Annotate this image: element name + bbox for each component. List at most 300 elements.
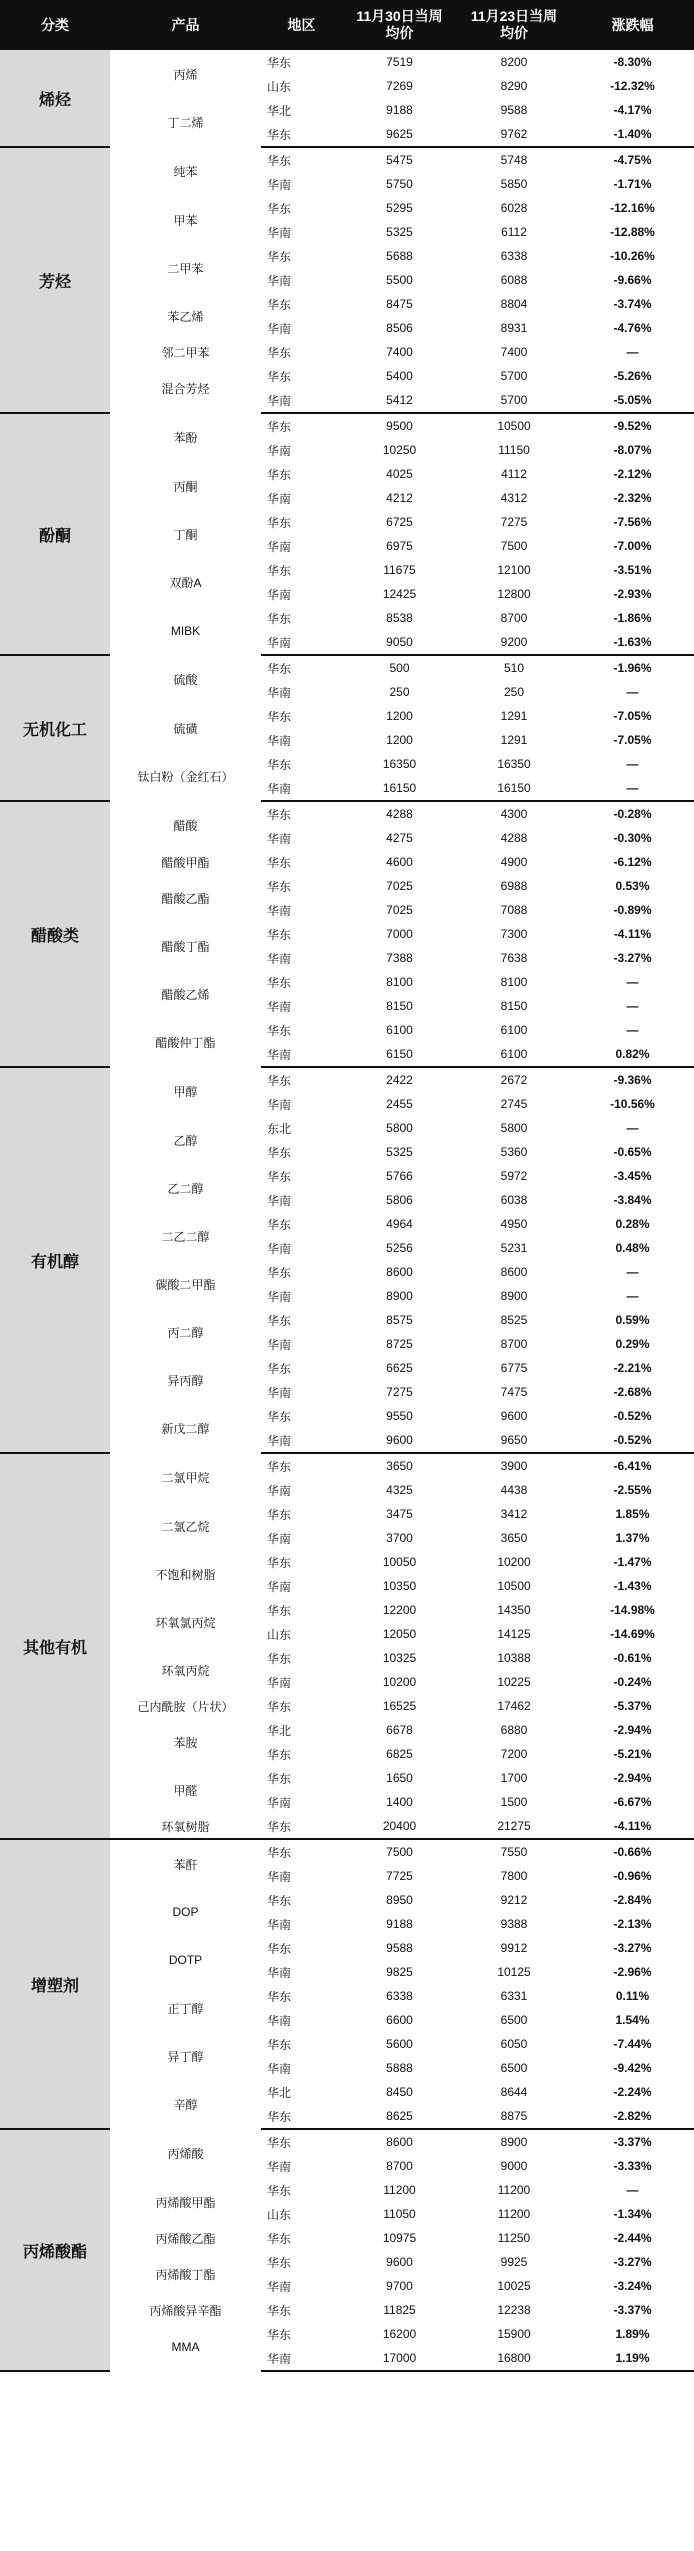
price-prev-cell: 250 xyxy=(503,685,525,699)
price-prev-cell: 12800 xyxy=(497,587,531,601)
price-current-cell: 8450 xyxy=(386,2085,413,2099)
header-price-current: 11月30日当周 均价 xyxy=(342,0,457,50)
region-cell: 华东 xyxy=(267,1893,292,1908)
change-cell: 0.48% xyxy=(615,1241,650,1255)
region-cell: 华东 xyxy=(267,1459,292,1474)
header-price-prev: 11月23日当周 均价 xyxy=(457,0,571,50)
change-cell: -9.52% xyxy=(613,419,652,433)
price-current-cell: 9588 xyxy=(386,1941,413,1955)
table-row xyxy=(0,801,694,826)
price-prev-cell: 9600 xyxy=(500,1409,528,1423)
change-cell: -1.43% xyxy=(613,1579,652,1593)
price-current-cell: 10975 xyxy=(382,2231,417,2245)
price-prev-cell: 12100 xyxy=(497,563,531,577)
price-current-cell: 7400 xyxy=(386,345,413,359)
region-cell: 华南 xyxy=(267,443,292,458)
price-current-cell: 1200 xyxy=(386,733,413,747)
price-current-cell: 7519 xyxy=(386,55,413,69)
price-current-cell: 6825 xyxy=(386,1747,413,1761)
region-cell: 华南 xyxy=(267,587,292,602)
price-current-cell: 1650 xyxy=(386,1771,413,1785)
price-prev-cell: 9200 xyxy=(457,630,571,655)
region-cell: 华南 xyxy=(261,2346,342,2371)
region-cell: 华东 xyxy=(267,611,292,626)
price-current-cell: 10050 xyxy=(382,1555,417,1569)
product-cell: 醋酸仲丁酯 xyxy=(155,1036,216,1050)
region-cell: 华南 xyxy=(267,999,292,1014)
change-cell: -3.27% xyxy=(613,1941,652,1955)
change-cell: 1.19% xyxy=(571,2346,694,2371)
price-prev-cell: 7500 xyxy=(500,539,528,553)
product-cell: 己内酰胺（片状） xyxy=(137,1699,234,1714)
change-cell: -3.27% xyxy=(613,2255,652,2269)
change-cell: -12.88% xyxy=(610,225,655,239)
product-cell: 醋酸乙酯 xyxy=(161,891,210,906)
region-cell: 华南 xyxy=(267,1965,292,1980)
product-cell: 丙酮 xyxy=(173,479,198,494)
region-cell: 华东 xyxy=(267,1409,292,1424)
product-cell: 硫磺 xyxy=(173,721,198,736)
change-cell: — xyxy=(626,1023,639,1037)
product-cell: 纯苯 xyxy=(173,165,198,179)
region-cell: 华东 xyxy=(267,975,292,990)
price-current-cell: 3650 xyxy=(386,1459,413,1473)
price-current-cell: 5688 xyxy=(386,249,413,263)
price-prev-cell: 8644 xyxy=(500,2085,528,2099)
product-cell: 丙烯酸 xyxy=(167,2147,204,2161)
price-prev-cell: 9212 xyxy=(500,1893,528,1907)
price-current-cell: 4288 xyxy=(386,807,413,821)
change-cell: -6.67% xyxy=(613,1795,652,1809)
table-row xyxy=(0,147,694,172)
category-cell: 增塑剂 xyxy=(0,1839,110,2129)
price-current-cell: 9600 xyxy=(386,2255,413,2269)
price-prev-cell: 10500 xyxy=(497,419,531,433)
region-cell: 华东 xyxy=(267,2303,292,2318)
price-prev-cell: 12238 xyxy=(497,2303,531,2317)
product-cell: 丙二醇 xyxy=(167,1325,204,1340)
price-prev-cell: 10025 xyxy=(497,2279,531,2293)
price-current-cell: 5750 xyxy=(386,177,413,191)
change-cell: -3.37% xyxy=(613,2303,652,2317)
region-cell: 山东 xyxy=(267,79,292,94)
product-cell: MMA xyxy=(171,2339,200,2354)
change-cell: — xyxy=(626,1121,639,1135)
price-prev-cell: 6050 xyxy=(500,2037,528,2051)
region-cell: 华南 xyxy=(261,1042,342,1067)
price-current-cell: 5766 xyxy=(386,1169,413,1183)
region-cell: 华南 xyxy=(267,733,292,748)
product-cell: 硫酸 xyxy=(173,673,198,687)
region-cell: 华东 xyxy=(267,927,292,942)
price-current-cell: 10350 xyxy=(382,1579,417,1593)
price-current-cell: 6678 xyxy=(386,1723,413,1737)
price-current-cell: 9550 xyxy=(386,1409,413,1423)
change-cell: — xyxy=(626,1265,639,1279)
price-prev-cell: 7200 xyxy=(500,1747,528,1761)
price-prev-cell: 7550 xyxy=(500,1845,528,1859)
header-category: 分类 xyxy=(0,0,110,50)
price-prev-cell: 7400 xyxy=(500,345,528,359)
price-prev-cell: 3900 xyxy=(500,1459,528,1473)
region-cell: 华东 xyxy=(267,1265,292,1280)
region-cell: 华南 xyxy=(267,1795,292,1810)
change-cell: -5.21% xyxy=(613,1747,652,1761)
table-body xyxy=(0,50,694,2371)
region-cell: 华东 xyxy=(267,1603,292,1618)
category-cell: 无机化工 xyxy=(0,655,110,801)
change-cell: -5.05% xyxy=(571,388,694,413)
change-cell: -2.44% xyxy=(613,2231,652,2245)
price-prev-cell: 5700 xyxy=(500,369,528,383)
price-prev-cell: 6331 xyxy=(500,1989,528,2003)
price-current-cell: 6600 xyxy=(386,2013,413,2027)
price-current-cell: 11825 xyxy=(383,2303,416,2317)
price-current-cell: 6625 xyxy=(386,1361,413,1375)
price-prev-cell: 3650 xyxy=(500,1531,528,1545)
change-cell: -8.30% xyxy=(613,55,652,69)
region-cell: 华东 xyxy=(267,2327,292,2342)
price-current-cell: 3700 xyxy=(386,1531,413,1545)
price-prev-cell: 6088 xyxy=(500,273,528,287)
change-cell: -5.26% xyxy=(613,369,652,383)
product-cell: 丙烯酸乙酯 xyxy=(155,2231,216,2246)
region-cell: 华北 xyxy=(267,2085,292,2100)
price-prev-cell: 10225 xyxy=(497,1675,531,1689)
region-cell: 华南 xyxy=(267,1097,292,1112)
region-cell: 华东 xyxy=(267,249,292,264)
category-cell: 有机醇 xyxy=(0,1067,110,1453)
price-current-cell: 5806 xyxy=(386,1193,413,1207)
region-cell: 华东 xyxy=(261,1814,342,1839)
price-prev-cell: 1500 xyxy=(500,1795,528,1809)
region-cell: 华东 xyxy=(267,661,292,676)
price-prev-cell: 6028 xyxy=(500,201,528,215)
change-cell: -2.55% xyxy=(613,1483,652,1497)
price-current-cell: 4600 xyxy=(386,855,413,869)
price-current-cell: 9825 xyxy=(386,1965,413,1979)
price-prev-cell: 510 xyxy=(503,661,525,675)
price-prev-cell: 9000 xyxy=(500,2159,528,2173)
change-cell: -8.07% xyxy=(613,443,652,457)
region-cell: 华南 xyxy=(261,1428,342,1453)
price-current-cell: 7025 xyxy=(386,879,413,893)
region-cell: 华东 xyxy=(267,807,292,822)
change-cell: -3.45% xyxy=(613,1169,652,1183)
price-prev-cell: 16350 xyxy=(497,757,531,771)
price-prev-cell: 2745 xyxy=(500,1097,528,1111)
price-prev-cell: 10200 xyxy=(497,1555,531,1569)
price-current-cell: 7000 xyxy=(386,927,413,941)
region-cell: 华南 xyxy=(267,1579,292,1594)
price-current-cell: 16350 xyxy=(382,757,417,771)
category-cell: 酚酮 xyxy=(0,413,110,655)
price-current-cell: 4275 xyxy=(386,831,413,845)
product-cell: 二氯甲烷 xyxy=(161,1471,210,1485)
region-cell: 华南 xyxy=(267,1289,292,1304)
region-cell: 华南 xyxy=(267,1531,292,1546)
price-current-cell: 5412 xyxy=(342,388,457,413)
price-current-cell: 1400 xyxy=(386,1795,413,1809)
change-cell: -3.84% xyxy=(613,1193,652,1207)
price-prev-cell: 4900 xyxy=(500,855,528,869)
product-cell: 二甲苯 xyxy=(167,261,204,276)
price-current-cell: 9625 xyxy=(342,122,457,147)
price-current-cell: 2455 xyxy=(386,1097,413,1111)
price-current-cell: 5800 xyxy=(386,1121,413,1135)
price-current-cell: 6975 xyxy=(386,539,413,553)
price-current-cell: 5500 xyxy=(386,273,413,287)
region-cell: 山东 xyxy=(267,2207,292,2222)
region-cell: 东北 xyxy=(267,1121,292,1136)
product-cell: 二乙二醇 xyxy=(161,1229,210,1244)
change-cell: -1.63% xyxy=(571,630,694,655)
price-current-cell: 16200 xyxy=(382,2327,417,2341)
price-prev-cell: 4112 xyxy=(501,467,527,481)
change-cell: -7.56% xyxy=(613,515,652,529)
change-cell: -0.30% xyxy=(613,831,652,845)
product-cell: 丁二烯 xyxy=(167,116,204,130)
price-current-cell: 5295 xyxy=(386,201,413,215)
price-current-cell: 9700 xyxy=(386,2279,413,2293)
price-prev-cell: 4438 xyxy=(500,1483,528,1497)
price-prev-cell: 1291 xyxy=(500,709,528,723)
region-cell: 华东 xyxy=(267,2183,292,2198)
change-cell: -2.94% xyxy=(613,1771,652,1785)
price-prev-cell: 8600 xyxy=(500,1265,528,1279)
change-cell: 0.11% xyxy=(615,1989,650,2003)
change-cell: -7.05% xyxy=(613,709,652,723)
change-cell: -2.24% xyxy=(613,2085,652,2099)
price-current-cell: 16150 xyxy=(342,776,457,801)
price-prev-cell: 5972 xyxy=(500,1169,528,1183)
change-cell: -7.05% xyxy=(613,733,652,747)
price-prev-cell: 5231 xyxy=(500,1241,528,1255)
region-cell: 华东 xyxy=(267,1507,292,1522)
change-cell: -6.12% xyxy=(613,855,652,869)
price-current-cell: 9188 xyxy=(386,1917,413,1931)
price-prev-cell: 8804 xyxy=(500,297,528,311)
product-cell: 甲醛 xyxy=(173,1783,198,1798)
price-prev-cell: 6988 xyxy=(500,879,528,893)
region-cell: 华东 xyxy=(267,515,292,530)
change-cell: -4.11% xyxy=(613,927,652,941)
region-cell: 华东 xyxy=(267,2255,292,2270)
change-cell: -2.32% xyxy=(613,491,652,505)
price-current-cell: 2422 xyxy=(386,1073,413,1087)
product-cell: 环氧树脂 xyxy=(110,1814,261,1839)
region-cell: 山东 xyxy=(267,1627,292,1642)
region-cell: 华东 xyxy=(267,467,292,482)
price-current-cell: 20400 xyxy=(342,1814,457,1839)
product-cell: 异丁醇 xyxy=(167,2049,204,2064)
price-prev-cell: 6100 xyxy=(500,1023,528,1037)
region-cell: 华南 xyxy=(261,776,342,801)
product-cell: 正丁醇 xyxy=(167,2001,204,2016)
price-current-cell: 12200 xyxy=(382,1603,417,1617)
change-cell: -1.40% xyxy=(571,122,694,147)
price-prev-cell: 7638 xyxy=(500,951,528,965)
change-cell: -10.56% xyxy=(610,1097,655,1111)
price-current-cell: 4964 xyxy=(386,1217,413,1231)
header-region: 地区 xyxy=(261,0,342,50)
change-cell: -0.52% xyxy=(613,1409,652,1423)
price-current-cell: 8725 xyxy=(386,1337,413,1351)
change-cell: -0.96% xyxy=(613,1869,652,1883)
price-prev-cell: 9588 xyxy=(500,103,528,117)
region-cell: 华东 xyxy=(267,297,292,312)
price-prev-cell: 7300 xyxy=(500,927,528,941)
category-cell: 醋酸类 xyxy=(0,801,110,1067)
price-current-cell: 9500 xyxy=(386,419,413,433)
change-cell: — xyxy=(626,345,639,359)
region-cell: 华东 xyxy=(267,1771,292,1786)
price-current-cell: 16525 xyxy=(382,1699,417,1713)
product-cell: 丙烯 xyxy=(173,67,198,82)
price-prev-cell: 8525 xyxy=(500,1313,528,1327)
table-header-row xyxy=(0,0,694,50)
region-cell: 华南 xyxy=(267,273,292,288)
price-prev-cell: 10388 xyxy=(497,1651,531,1665)
price-prev-cell: 8900 xyxy=(500,1289,528,1303)
change-cell: -12.16% xyxy=(610,201,655,215)
change-cell: -4.75% xyxy=(613,153,652,167)
change-cell: -2.13% xyxy=(613,1917,652,1931)
region-cell: 华东 xyxy=(267,2135,292,2150)
product-cell: 甲醇 xyxy=(173,1085,198,1099)
change-cell: -0.66% xyxy=(613,1845,652,1859)
region-cell: 华南 xyxy=(267,321,292,336)
price-prev-cell: 1700 xyxy=(500,1771,528,1785)
price-current-cell: 17000 xyxy=(342,2346,457,2371)
change-cell: 0.82% xyxy=(571,1042,694,1067)
table-row xyxy=(0,2129,694,2154)
region-cell: 华南 xyxy=(267,1483,292,1498)
price-prev-cell: 10125 xyxy=(497,1965,531,1979)
change-cell: -2.84% xyxy=(613,1893,652,1907)
change-cell: -3.27% xyxy=(613,951,652,965)
category-cell: 丙烯酸酯 xyxy=(0,2129,110,2371)
region-cell: 华南 xyxy=(267,539,292,554)
price-current-cell: 6725 xyxy=(386,515,413,529)
price-prev-cell: 8100 xyxy=(500,975,528,989)
change-cell: -2.94% xyxy=(613,1723,652,1737)
category-cell: 烯烃 xyxy=(0,50,110,147)
product-cell: 异丙醇 xyxy=(167,1373,204,1388)
region-cell: 华南 xyxy=(261,388,342,413)
price-prev-cell: 11250 xyxy=(497,2231,531,2245)
product-cell: 丙烯酸异辛酯 xyxy=(149,2303,222,2318)
table-row xyxy=(0,1067,694,1092)
price-prev-cell: 6880 xyxy=(500,1723,528,1737)
change-cell: -1.47% xyxy=(613,1555,652,1569)
price-prev-cell: 6100 xyxy=(457,1042,571,1067)
change-cell: -2.68% xyxy=(613,1385,652,1399)
price-prev-cell: 8290 xyxy=(500,79,528,93)
region-cell: 华东 xyxy=(267,1555,292,1570)
change-cell: — xyxy=(626,685,639,699)
region-cell: 华东 xyxy=(267,563,292,578)
change-cell: -3.74% xyxy=(613,297,652,311)
region-cell: 华南 xyxy=(267,2159,292,2174)
price-current-cell: 8575 xyxy=(386,1313,413,1327)
change-cell: -2.96% xyxy=(613,1965,652,1979)
category-cell: 芳烃 xyxy=(0,147,110,413)
header-product: 产品 xyxy=(110,0,261,50)
product-cell: 环氧丙烷 xyxy=(161,1663,210,1678)
change-cell: — xyxy=(626,757,639,771)
header-change: 涨跌幅 xyxy=(571,0,694,50)
change-cell: 0.53% xyxy=(615,879,650,893)
change-cell: -9.66% xyxy=(613,273,652,287)
change-cell: -3.33% xyxy=(613,2159,652,2173)
price-prev-cell: 15900 xyxy=(497,2327,531,2341)
region-cell: 华东 xyxy=(267,709,292,724)
price-current-cell: 250 xyxy=(389,685,410,699)
region-cell: 华南 xyxy=(267,951,292,966)
price-prev-cell: 9762 xyxy=(457,122,571,147)
region-cell: 华南 xyxy=(267,2013,292,2028)
change-cell: -7.00% xyxy=(613,539,652,553)
price-current-cell: 7025 xyxy=(386,903,413,917)
category-cell: 其他有机 xyxy=(0,1453,110,1839)
price-current-cell: 8600 xyxy=(386,1265,413,1279)
change-cell: -3.24% xyxy=(613,2279,652,2293)
price-prev-cell: 5748 xyxy=(500,153,528,167)
price-current-cell: 8475 xyxy=(386,297,413,311)
product-cell: DOP xyxy=(172,1905,199,1919)
change-cell: 0.29% xyxy=(615,1337,650,1351)
price-current-cell: 5256 xyxy=(386,1241,413,1255)
product-cell: 丙烯酸甲酯 xyxy=(155,2195,216,2210)
price-current-cell: 4212 xyxy=(386,491,413,505)
price-current-cell: 1200 xyxy=(386,709,413,723)
price-prev-cell: 6038 xyxy=(500,1193,528,1207)
price-prev-cell: 7475 xyxy=(500,1385,528,1399)
price-current-cell: 9050 xyxy=(342,630,457,655)
region-cell: 华东 xyxy=(267,1699,292,1714)
price-prev-cell: 8700 xyxy=(500,1337,528,1351)
region-cell: 华东 xyxy=(267,201,292,216)
price-current-cell: 10325 xyxy=(382,1651,417,1665)
change-cell: -9.36% xyxy=(613,1073,652,1087)
price-current-cell: 11675 xyxy=(383,563,416,577)
price-current-cell: 6338 xyxy=(386,1989,413,2003)
change-cell: -4.11% xyxy=(571,1814,694,1839)
region-cell: 华北 xyxy=(267,1723,292,1738)
price-prev-cell: 4950 xyxy=(500,1217,528,1231)
price-prev-cell: 5800 xyxy=(500,1121,528,1135)
region-cell: 华南 xyxy=(267,1241,292,1256)
change-cell: -4.76% xyxy=(613,321,652,335)
price-prev-cell: 6338 xyxy=(500,249,528,263)
price-current-cell: 3475 xyxy=(386,1507,413,1521)
region-cell: 华东 xyxy=(267,1747,292,1762)
change-cell: -0.65% xyxy=(613,1145,652,1159)
change-cell: 1.37% xyxy=(615,1531,650,1545)
change-cell: -0.89% xyxy=(613,903,652,917)
region-cell: 华南 xyxy=(267,225,292,240)
price-current-cell: 5325 xyxy=(386,225,413,239)
product-cell: 双酚A xyxy=(169,575,202,590)
region-cell: 华东 xyxy=(267,419,292,434)
price-prev-cell: 9388 xyxy=(500,1917,528,1931)
price-current-cell: 5475 xyxy=(386,153,413,167)
region-cell: 华南 xyxy=(267,1337,292,1352)
region-cell: 华南 xyxy=(261,630,342,655)
change-cell: -14.69% xyxy=(610,1627,655,1641)
price-prev-cell: 5360 xyxy=(500,1145,528,1159)
